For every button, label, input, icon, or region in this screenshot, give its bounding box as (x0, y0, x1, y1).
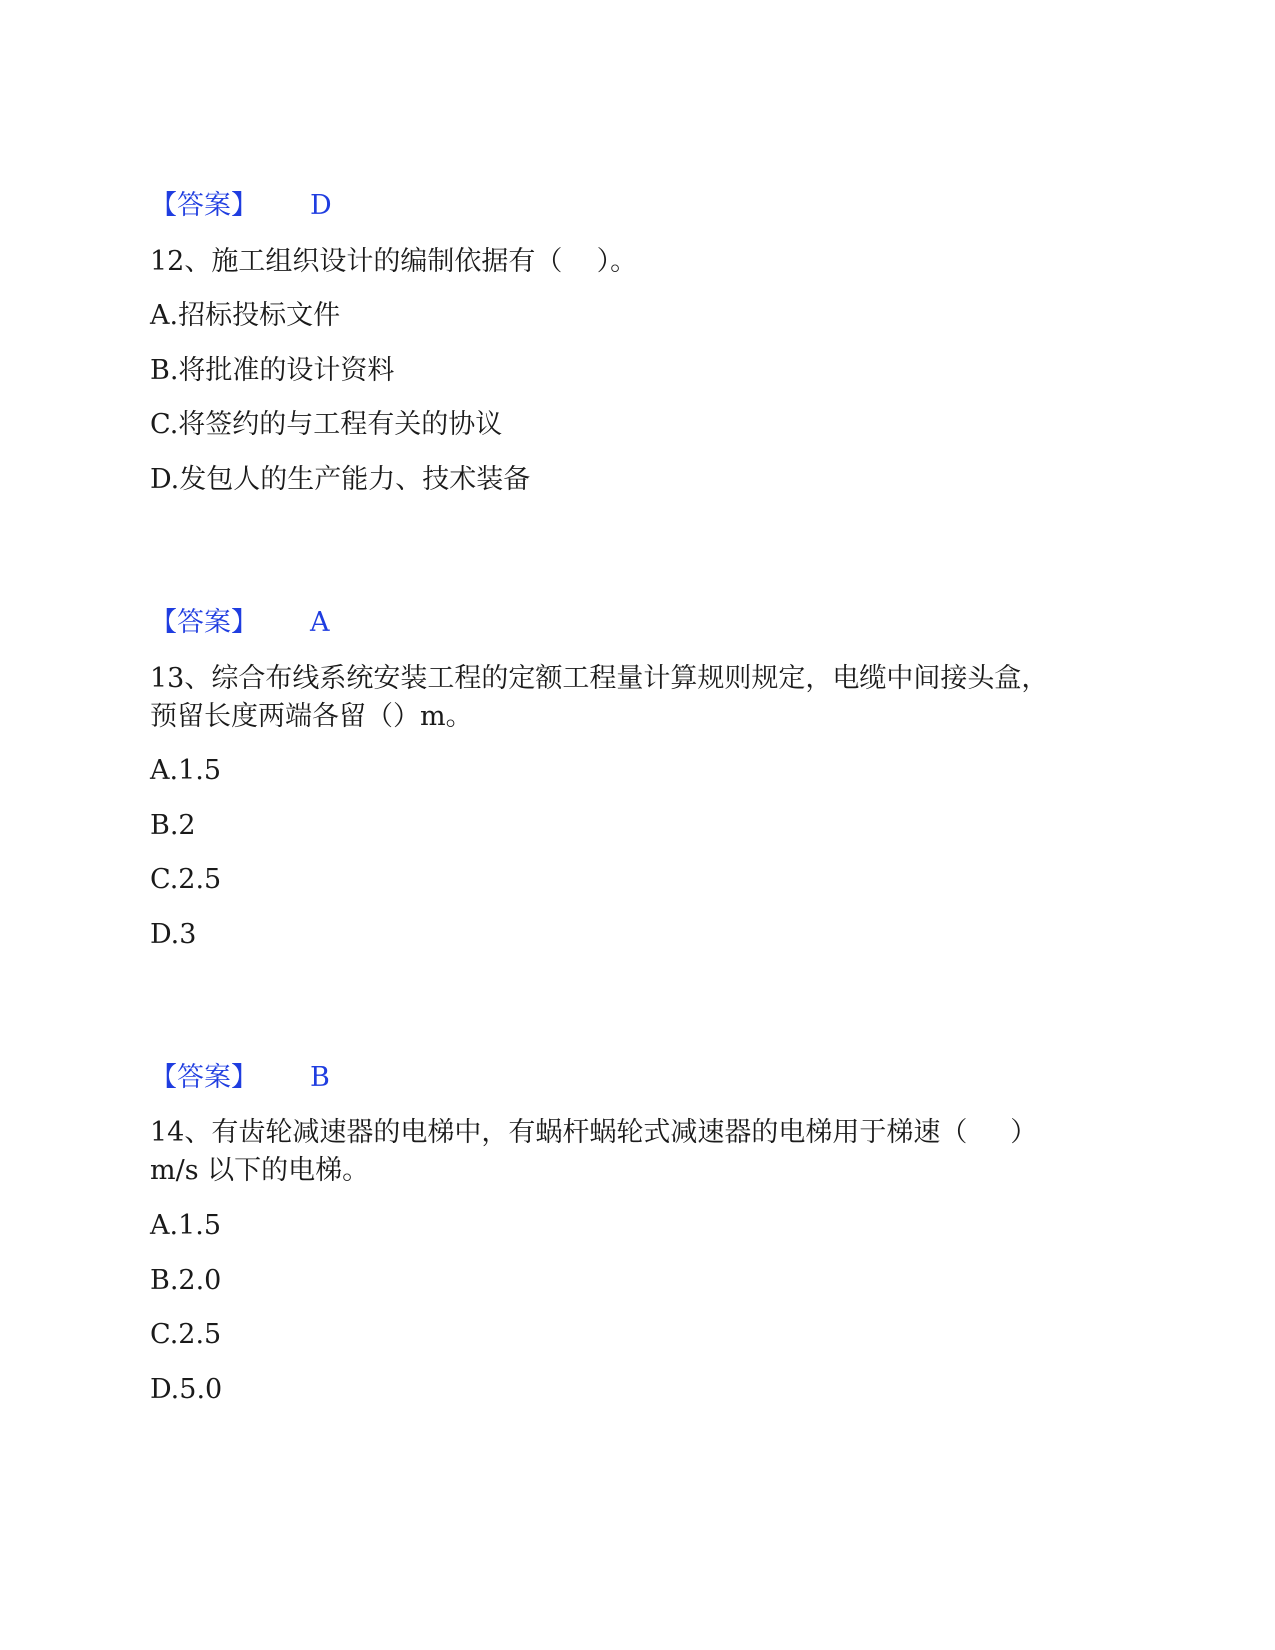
option-d: D.发包人的生产能力、技术装备 (150, 464, 531, 495)
option-b: B.将批准的设计资料 (150, 355, 395, 386)
option-c: C.2.5 (150, 1319, 222, 1350)
answer-row (150, 188, 450, 224)
option-b: B.2.0 (150, 1265, 222, 1296)
answer-row (150, 1060, 450, 1096)
question-text: 13、综合布线系统安装工程的定额工程量计算规则规定，电缆中间接头盒， (150, 663, 1049, 694)
answer-value: D (310, 190, 332, 221)
question-text-continued: m/s 以下的电梯。 (150, 1155, 370, 1186)
question-text: 14、有齿轮减速器的电梯中，有蜗杆蜗轮式减速器的电梯用于梯速（ ） (150, 1117, 1038, 1148)
option-a: A.招标投标文件 (150, 300, 341, 331)
answer-label: 【答案】 (150, 190, 258, 221)
question-text-continued: 预留长度两端各留（）m。 (150, 701, 473, 732)
answer-label: 【答案】 (150, 607, 258, 638)
option-c: C.将签约的与工程有关的协议 (150, 409, 503, 440)
option-a: A.1.5 (150, 1210, 222, 1241)
option-b: B.2 (150, 810, 196, 841)
option-c: C.2.5 (150, 864, 222, 895)
option-d: D.5.0 (150, 1374, 223, 1405)
answer-row (150, 605, 450, 641)
answer-value: B (310, 1062, 330, 1093)
answer-label: 【答案】 (150, 1062, 258, 1093)
option-d: D.3 (150, 919, 197, 950)
option-a: A.1.5 (150, 755, 222, 786)
question-text: 12、施工组织设计的编制依据有（ ）。 (150, 246, 638, 277)
answer-value: A (310, 607, 330, 638)
